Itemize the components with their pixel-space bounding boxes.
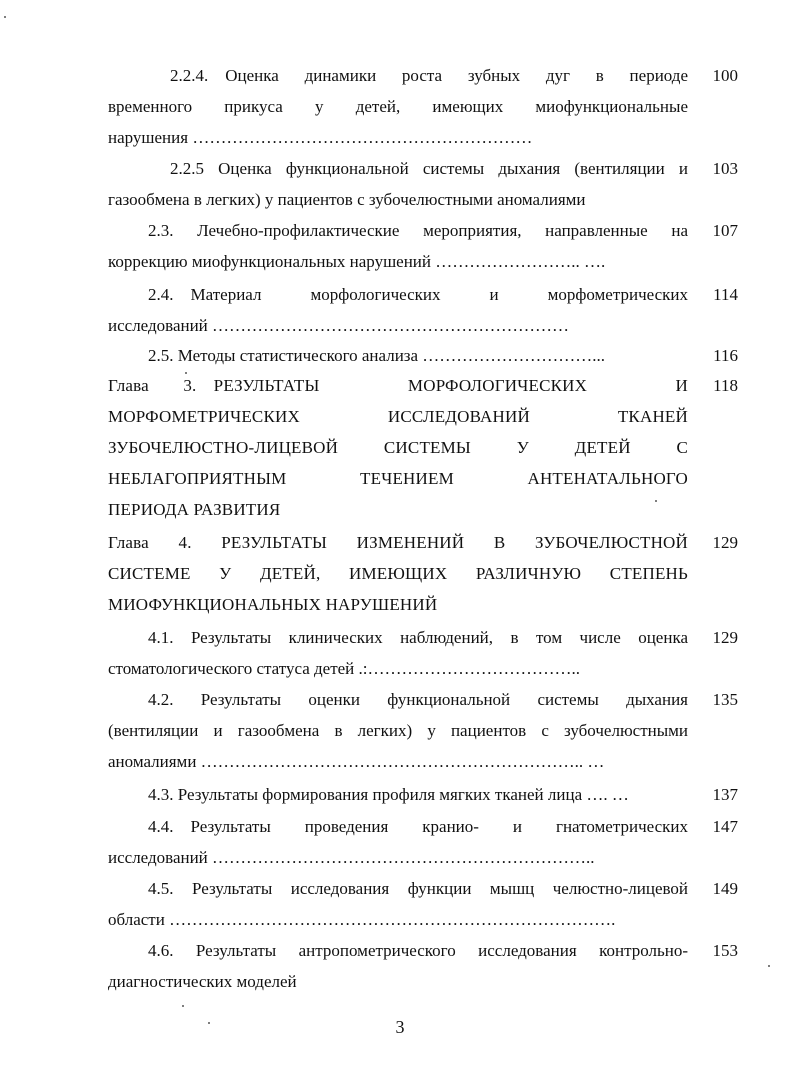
toc-entry-2-4 xyxy=(108,279,688,341)
toc-entry-2-2-5 xyxy=(108,153,688,215)
toc-page-number: 129 xyxy=(712,628,738,647)
toc-line: нарушения …………………………………………………… xyxy=(108,128,533,147)
toc-page-number: 100 xyxy=(712,66,738,85)
toc-entry-2-3 xyxy=(108,215,688,277)
toc-line: Глава 4. РЕЗУЛЬТАТЫ ИЗМЕНЕНИЙ В ЗУБОЧЕЛЮСТНОЙ xyxy=(108,533,688,552)
scan-speck xyxy=(182,1005,184,1007)
toc-page-number: 114 xyxy=(713,285,738,304)
toc-page-number: 135 xyxy=(712,690,738,709)
toc-line: 2.4. Материал морфологических и морфометрических xyxy=(148,285,688,304)
toc-page-number: 116 xyxy=(713,346,738,365)
toc-entry-2-2-4 xyxy=(108,60,688,153)
toc-line: 2.2.5 Оценка функциональной системы дыхания (вентиляции и xyxy=(170,159,688,178)
toc-line: (вентиляции и газообмена в легких) у пациентов с зубочелюстными xyxy=(108,721,688,740)
scan-speck xyxy=(208,1022,210,1024)
toc-line: коррекцию миофункциональных нарушений …………………….. …. xyxy=(108,252,606,271)
scan-speck xyxy=(4,16,6,18)
toc-entry-4-2 xyxy=(108,684,688,777)
toc-line: области ……………………………………………………………………. xyxy=(108,910,616,929)
toc-line: 4.6. Результаты антропометрического исследования контрольно- xyxy=(148,941,688,960)
toc-line: диагностических моделей xyxy=(108,972,297,991)
toc-line: СИСТЕМЕ У ДЕТЕЙ, ИМЕЮЩИХ РАЗЛИЧНУЮ СТЕПЕНЬ xyxy=(108,564,688,583)
scan-speck xyxy=(185,372,187,374)
toc-line: 2.3. Лечебно-профилактические мероприятия, направленные на xyxy=(148,221,688,240)
toc-entry-4-6 xyxy=(108,935,688,997)
toc-page-number: 149 xyxy=(712,879,738,898)
scan-speck xyxy=(655,500,657,502)
toc-entry-4-3 xyxy=(108,779,688,810)
toc-page-number: 103 xyxy=(712,159,738,178)
toc-page-number: 107 xyxy=(712,221,738,240)
toc-line: ЗУБОЧЕЛЮСТНО-ЛИЦЕВОЙ СИСТЕМЫ У ДЕТЕЙ С xyxy=(108,438,688,457)
toc-line: стоматологического статуса детей .:……………………………….. xyxy=(108,659,580,678)
toc-line: 4.5. Результаты исследования функции мышц челюстно-лицевой xyxy=(148,879,688,898)
toc-entry-4-4 xyxy=(108,811,688,873)
toc-line: аномалиями ………………………………………………………….. … xyxy=(108,752,605,771)
toc-line: 4.1. Результаты клинических наблюдений, в том числе оценка xyxy=(148,628,688,647)
toc-line: 2.2.4. Оценка динамики роста зубных дуг в периоде xyxy=(170,66,688,85)
toc-line: исследований ………………………………………………………….. xyxy=(108,848,595,867)
toc-chapter-3 xyxy=(108,370,688,525)
toc-page-number: 129 xyxy=(712,533,738,552)
toc-line: 4.3. Результаты формирования профиля мягких тканей лица …. … xyxy=(148,785,629,804)
toc-line: 2.5. Методы статистического анализа …………………………... xyxy=(148,346,606,365)
toc-chapter-4 xyxy=(108,527,688,620)
toc-line: газообмена в легких) у пациентов с зубочелюстными аномалиями xyxy=(108,190,586,209)
toc-page-number: 147 xyxy=(712,817,738,836)
toc-page-number: 153 xyxy=(712,941,738,960)
toc-line: 4.4. Результаты проведения кранио- и гнатометрических xyxy=(148,817,688,836)
toc-line: МИОФУНКЦИОНАЛЬНЫХ НАРУШЕНИЙ xyxy=(108,595,438,614)
toc-page-number: 137 xyxy=(712,785,738,804)
toc-line: временного прикуса у детей, имеющих миофункциональные xyxy=(108,97,688,116)
page-number: 3 xyxy=(395,1017,405,1037)
toc-line: МОРФОМЕТРИЧЕСКИХ ИССЛЕДОВАНИЙ ТКАНЕЙ xyxy=(108,407,688,426)
toc-entry-4-5 xyxy=(108,873,688,935)
toc-line: исследований ……………………………………………………… xyxy=(108,316,570,335)
toc-line: Глава 3. РЕЗУЛЬТАТЫ МОРФОЛОГИЧЕСКИХ И xyxy=(108,376,688,395)
toc-line: 4.2. Результаты оценки функциональной системы дыхания xyxy=(148,690,688,709)
toc-page-number: 118 xyxy=(713,376,738,395)
toc-line: НЕБЛАГОПРИЯТНЫМ ТЕЧЕНИЕМ АНТЕНАТАЛЬНОГО xyxy=(108,469,688,488)
toc-line: ПЕРИОДА РАЗВИТИЯ xyxy=(108,500,281,519)
toc-entry-4-1 xyxy=(108,622,688,684)
toc-entry-2-5 xyxy=(108,340,688,371)
scan-speck xyxy=(768,965,770,967)
